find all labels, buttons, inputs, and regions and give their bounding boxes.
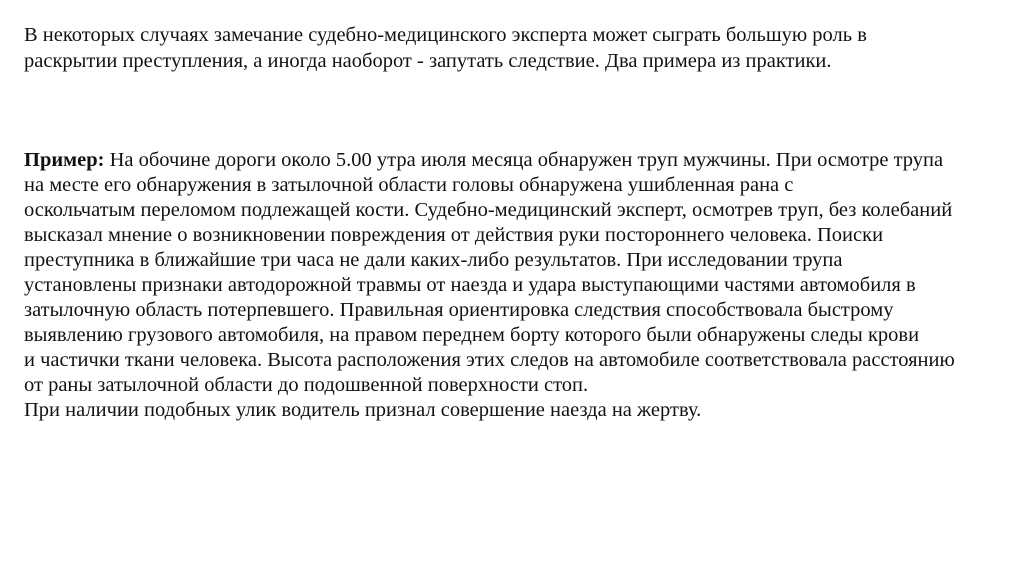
example-line: затылочную область потерпевшего. Правильная ориентировка следствия способствовала быстрому bbox=[24, 299, 894, 321]
example-line: на месте его обнаружения в затылочной области головы обнаружена ушибленная рана с bbox=[24, 174, 794, 196]
example-line: высказал мнение о возникновении повреждения от действия руки постороннего человека. Поиски bbox=[24, 224, 884, 246]
example-first-line-text: На обочине дороги около 5.00 утра июля месяца обнаружен труп мужчины. При осмотре трупа bbox=[104, 149, 944, 171]
intro-line: В некоторых случаях замечание судебно-медицинского эксперта может сыграть большую роль в bbox=[24, 24, 867, 46]
example-line: оскольчатым переломом подлежащей кости. Судебно-медицинский эксперт, осмотрев труп, без колебаний bbox=[24, 199, 953, 221]
example-line: установлены признаки автодорожной травмы от наезда и удара выступающими частями автомобиля в bbox=[24, 274, 916, 296]
example-label: Пример: bbox=[24, 149, 105, 171]
example-conclusion-line: При наличии подобных улик водитель признал совершение наезда на жертву. bbox=[24, 399, 702, 421]
example-line: и частички ткани человека. Высота расположения этих следов на автомобиле соответствовала расстоянию bbox=[24, 349, 955, 371]
example-first-line bbox=[24, 148, 1004, 173]
example-line: от раны затылочной области до подошвенной поверхности стоп. bbox=[24, 374, 589, 396]
intro-paragraph bbox=[24, 22, 1004, 74]
example-paragraph bbox=[24, 148, 1004, 423]
intro-line: раскрытии преступления, а иногда наоборот - запутать следствие. Два примера из практики. bbox=[24, 50, 832, 72]
example-line: преступника в ближайшие три часа не дали каких-либо результатов. При исследовании трупа bbox=[24, 249, 843, 271]
example-line: выявлению грузового автомобиля, на правом переднем борту которого были обнаружены следы крови bbox=[24, 324, 920, 346]
